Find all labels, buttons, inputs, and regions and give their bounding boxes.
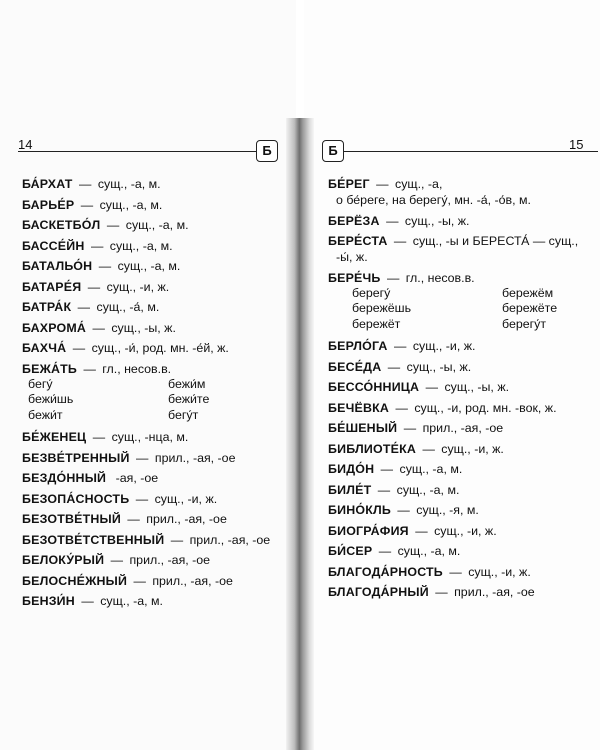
- dictionary-entry: [22, 217, 284, 233]
- entry-separator: —: [84, 279, 104, 294]
- grammar-info: сущ., -и, ж.: [441, 441, 504, 456]
- dictionary-entry: [328, 523, 590, 539]
- headword: БИЛЕ́Т: [328, 482, 372, 497]
- dictionary-entry: [22, 197, 284, 213]
- entry-separator: —: [132, 491, 152, 506]
- headword: БЕРЕ́СТА: [328, 234, 388, 248]
- grammar-info: прил., -ая, -ое: [146, 512, 227, 526]
- entry-continuation: о бе́реге, на берегу́, мн. -а́, -о́в, м.: [336, 193, 531, 207]
- grammar-info: сущ., -и, ж.: [154, 491, 218, 506]
- entry-separator: —: [400, 421, 420, 435]
- entry-continuation: -ы́, ж.: [336, 250, 368, 264]
- verb-form: бережёте: [502, 301, 558, 315]
- grammar-info: гл., несов.в.: [405, 270, 475, 285]
- grammar-info: сущ., -ы, ж.: [406, 359, 472, 374]
- entry-separator: —: [422, 380, 442, 394]
- entry-separator: —: [382, 213, 402, 228]
- entry-separator: —: [130, 573, 150, 588]
- headword: БЕ́ШЕНЫЙ: [328, 421, 398, 435]
- headword: БАСКЕТБО́Л: [22, 218, 101, 232]
- grammar-info: сущ., -а, м.: [396, 482, 460, 497]
- dictionary-entry: [22, 320, 284, 336]
- headword: БАССЕ́ЙН: [22, 238, 85, 253]
- entry-separator: —: [89, 320, 109, 335]
- entry-separator: —: [384, 359, 404, 374]
- entry-separator: —: [390, 234, 410, 248]
- entry-separator: —: [89, 430, 109, 444]
- dictionary-entry: [328, 441, 590, 457]
- entry-separator: —: [383, 270, 403, 285]
- grammar-info: сущ., -а, м.: [100, 594, 163, 608]
- headword: БАТРА́К: [22, 300, 72, 314]
- entry-separator: —: [411, 523, 432, 538]
- grammar-info: -ая, -ое: [115, 471, 159, 485]
- verb-form: бережём: [502, 285, 554, 300]
- entry-separator: —: [95, 259, 115, 273]
- dictionary-entry: [328, 359, 590, 375]
- headword: БЕРЁЗА: [328, 213, 380, 228]
- dictionary-entry: [22, 573, 284, 589]
- headword: БЕРЕ́ЧЬ: [328, 270, 381, 285]
- entry-separator: —: [375, 544, 395, 558]
- dictionary-entry: [22, 238, 284, 254]
- grammar-info: сущ., -а, м.: [399, 462, 463, 476]
- headword: БЕЗОПА́СНОСТЬ: [22, 491, 130, 506]
- entry-separator: —: [419, 441, 439, 456]
- grammar-info: сущ., -и, ж.: [412, 339, 476, 353]
- grammar-info: сущ., -и, род. мн. -вок, ж.: [414, 400, 557, 415]
- headword: БИДО́Н: [328, 462, 375, 476]
- grammar-info: сущ., -а, м.: [397, 544, 461, 558]
- grammar-info: сущ., -и, ж.: [434, 523, 497, 538]
- dictionary-entry: [328, 379, 590, 395]
- dictionary-entry: [328, 176, 590, 208]
- dictionary-entry: [328, 461, 590, 477]
- entry-separator: —: [75, 177, 95, 191]
- grammar-info: сущ., -а, м.: [117, 259, 181, 273]
- grammar-info: сущ., -ы, ж.: [111, 320, 176, 335]
- entry-separator: [109, 471, 112, 485]
- dictionary-entry: [328, 482, 590, 498]
- grammar-info: сущ., -а, м.: [97, 177, 161, 191]
- dictionary-entry: [22, 511, 284, 527]
- entry-separator: —: [445, 564, 466, 579]
- grammar-info: прил., -ая, -ое: [152, 573, 233, 588]
- entry-separator: —: [372, 177, 393, 191]
- entry-separator: —: [377, 462, 397, 476]
- headword: БИ́СЕР: [328, 544, 373, 558]
- headword: БАТАЛЬО́Н: [22, 259, 93, 273]
- entry-separator: —: [77, 594, 98, 608]
- headword: БЕЗДО́ННЫЙ: [22, 471, 107, 485]
- grammar-info: сущ., -ы и БЕРЕСТА́ — сущ.,: [412, 234, 579, 248]
- entry-separator: —: [87, 238, 107, 253]
- header-rule: [344, 151, 598, 152]
- dictionary-entry: [22, 552, 284, 568]
- grammar-info: сущ., -а́, м.: [96, 300, 160, 314]
- header-rule: [18, 151, 276, 152]
- section-letter: Б: [256, 140, 278, 162]
- grammar-info: сущ., -я, м.: [416, 503, 479, 517]
- entry-separator: —: [167, 532, 187, 547]
- verb-form: берегу́: [352, 285, 391, 300]
- dictionary-entry: [328, 420, 590, 436]
- right-page: [304, 0, 600, 750]
- dictionary-entry: [328, 338, 590, 354]
- headword: БИБЛИОТЕ́КА: [328, 441, 416, 456]
- entry-separator: —: [390, 339, 410, 353]
- headword: БЕЗВЕ́ТРЕННЫЙ: [22, 450, 130, 465]
- headword: БЛАГОДА́РНЫЙ: [328, 585, 429, 599]
- entry-list: [328, 176, 590, 605]
- verb-form: бежи́т: [28, 407, 63, 422]
- grammar-info: прил., -ая, -ое: [422, 421, 504, 435]
- dictionary-entry: [328, 502, 590, 518]
- entry-list: [22, 176, 284, 614]
- verb-form: берегу́т: [502, 316, 547, 331]
- dictionary-entry: [22, 340, 284, 356]
- dictionary-entry: [22, 429, 284, 445]
- grammar-info: сущ., -и́, род. мн. -е́й, ж.: [91, 341, 229, 355]
- conjugation-table: [22, 377, 284, 424]
- dictionary-entry: [328, 543, 590, 559]
- dictionary-entry: [22, 279, 284, 295]
- entry-separator: —: [374, 482, 394, 497]
- dictionary-entry: [22, 470, 284, 486]
- headword: БА́РХАТ: [22, 177, 73, 191]
- dictionary-entry: [22, 176, 284, 192]
- dictionary-entry: [22, 593, 284, 609]
- entry-separator: —: [74, 300, 94, 314]
- entry-separator: —: [431, 585, 452, 599]
- headword: БЕЗОТВЕ́ТНЫЙ: [22, 512, 121, 526]
- headword: БЕССО́ННИЦА: [328, 380, 420, 394]
- headword: БЕСЕ́ДА: [328, 359, 382, 374]
- verb-form: бежи́шь: [28, 392, 74, 406]
- headword: БЕЖА́ТЬ: [22, 361, 77, 376]
- entry-separator: —: [392, 400, 412, 415]
- dictionary-entry: [328, 233, 590, 265]
- grammar-info: сущ., -нца, м.: [111, 430, 189, 444]
- entry-separator: —: [103, 218, 123, 232]
- dictionary-entry: [22, 299, 284, 315]
- entry-separator: —: [393, 503, 414, 517]
- headword: БЕ́ЖЕНЕЦ: [22, 430, 87, 444]
- grammar-info: сущ., -а, м.: [125, 218, 189, 232]
- entry-separator: —: [69, 341, 89, 355]
- grammar-info: прил., -ая, -ое: [129, 553, 211, 567]
- headword: БЕЛОСНЕ́ЖНЫЙ: [22, 573, 128, 588]
- headword: БАРЬЕ́Р: [22, 197, 75, 212]
- headword: БАХРОМА́: [22, 320, 87, 335]
- headword: БАТАРЕ́Я: [22, 279, 82, 294]
- headword: БЕЛОКУ́РЫЙ: [22, 553, 105, 567]
- grammar-info: сущ., -и, ж.: [468, 564, 531, 579]
- dictionary-entry: [22, 361, 284, 424]
- entry-separator: —: [80, 361, 100, 376]
- headword: БЛАГОДА́РНОСТЬ: [328, 564, 443, 579]
- conjugation-table: [328, 286, 590, 333]
- dictionary-entry: [22, 258, 284, 274]
- headword: БИНО́КЛЬ: [328, 503, 391, 517]
- headword: БЕЧЁВКА: [328, 400, 390, 415]
- dictionary-entry: [22, 532, 284, 548]
- verb-form: бережёт: [352, 316, 401, 331]
- headword: БЕРЛО́ГА: [328, 339, 388, 353]
- dictionary-entry: [328, 584, 590, 600]
- dictionary-entry: [328, 270, 590, 333]
- grammar-info: сущ., -и, ж.: [106, 279, 170, 294]
- entry-separator: —: [77, 197, 97, 212]
- page-number: 15: [569, 137, 584, 152]
- grammar-info: сущ., -а, м.: [99, 197, 163, 212]
- grammar-info: сущ., -ы, ж.: [444, 380, 510, 394]
- section-letter: Б: [322, 140, 344, 162]
- entry-separator: —: [107, 553, 127, 567]
- headword: БАХЧА́: [22, 341, 67, 355]
- page-number: 14: [18, 137, 33, 152]
- grammar-info: прил., -ая, -ое: [454, 585, 535, 599]
- dictionary-entry: [22, 491, 284, 507]
- verb-form: бегу́: [28, 376, 53, 391]
- grammar-info: сущ., -ы, ж.: [404, 213, 470, 228]
- grammar-info: сущ., -а, м.: [109, 238, 173, 253]
- dictionary-entry: [328, 564, 590, 580]
- grammar-info: сущ., -а,: [395, 177, 443, 191]
- headword: БЕЗОТВЕ́ТСТВЕННЫЙ: [22, 532, 165, 547]
- grammar-info: прил., -ая, -ое: [154, 450, 236, 465]
- grammar-info: прил., -ая, -ое: [189, 532, 271, 547]
- grammar-info: гл., несов.в.: [102, 361, 172, 376]
- entry-separator: —: [123, 512, 144, 526]
- book-gutter: [286, 118, 314, 750]
- verb-form: бежи́м: [168, 376, 206, 391]
- verb-form: бежи́те: [168, 392, 210, 406]
- verb-form: бережёшь: [352, 301, 412, 315]
- entry-separator: —: [132, 450, 152, 465]
- dictionary-entry: [328, 400, 590, 416]
- dictionary-entry: [22, 450, 284, 466]
- left-page: [0, 0, 296, 750]
- headword: БИОГРА́ФИЯ: [328, 523, 409, 538]
- headword: БЕ́РЕГ: [328, 177, 370, 191]
- verb-form: бегу́т: [168, 407, 199, 422]
- headword: БЕНЗИ́Н: [22, 594, 75, 608]
- dictionary-entry: [328, 213, 590, 229]
